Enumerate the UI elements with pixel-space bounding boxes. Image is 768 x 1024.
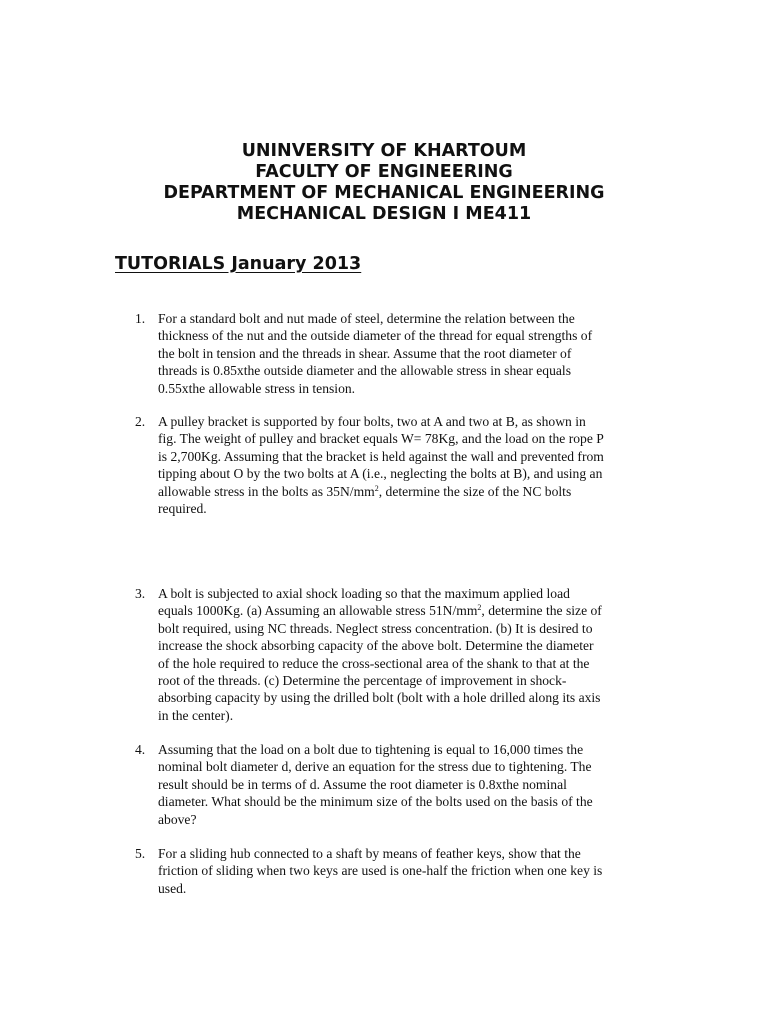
question-line: required.	[158, 501, 207, 517]
question-5	[130, 845, 660, 897]
question-line: threads is 0.85xthe outside diameter and the allowable stress in shear equals	[158, 363, 571, 379]
superscript: 2	[477, 603, 482, 613]
question-text	[158, 845, 660, 897]
question-number: 4.	[135, 742, 146, 757]
question-line: is 2,700Kg. Assuming that the bracket is held against the wall and prevented from	[158, 448, 604, 464]
question-line: friction of sliding when two keys are used is one-half the friction when one key is	[158, 863, 603, 879]
question-line: nominal bolt diameter d, derive an equation for the stress due to tightening. The	[158, 759, 592, 775]
department-name: DEPARTMENT OF MECHANICAL ENGINEERING	[163, 183, 605, 203]
question-line: A bolt is subjected to axial shock loading so that the maximum applied load	[158, 586, 570, 601]
question-line: A pulley bracket is supported by four bolts, two at A and two at B, as shown in	[158, 414, 586, 429]
question-2	[130, 413, 660, 517]
question-line: diameter. What should be the minimum size of the bolts used on the basis of the	[158, 794, 593, 810]
question-line: result should be in terms of d. Assume the root diameter is 0.8xthe nominal	[158, 776, 567, 792]
question-line: For a standard bolt and nut made of steel, determine the relation between the	[158, 311, 575, 326]
question-line: used.	[158, 880, 187, 896]
question-line: the bolt in tension and the threads in shear. Assume that the root diameter of	[158, 345, 572, 361]
question-text	[158, 741, 660, 828]
question-number: 3.	[135, 586, 146, 601]
course-title: MECHANICAL DESIGN I ME411	[236, 204, 532, 224]
question-line: bolt required, using NC threads. Neglect stress concentration. (b) It is desired to	[158, 620, 593, 636]
question-line: For a sliding hub connected to a shaft by means of feather keys, show that the	[158, 846, 581, 861]
question-line: thickness of the nut and the outside diameter of the thread for equal strengths of	[158, 328, 593, 344]
question-line: root of the threads. (c) Determine the percentage of improvement in shock-	[158, 673, 567, 689]
question-4	[130, 741, 660, 828]
question-number: 2.	[135, 414, 146, 429]
line-text: , determine the size of	[481, 603, 602, 619]
question-text	[158, 310, 660, 397]
question-number: 5.	[135, 846, 146, 861]
question-line	[158, 602, 660, 619]
line-text: allowable stress in the bolts as 35N/mm	[158, 483, 375, 499]
faculty-name: FACULTY OF ENGINEERING	[255, 162, 513, 182]
question-line: fig. The weight of pulley and bracket equals W= 78Kg, and the load on the rope P	[158, 431, 604, 447]
line-text: , determine the size of the NC bolts	[378, 483, 572, 499]
question-line: Assuming that the load on a bolt due to tightening is equal to 16,000 times the	[158, 742, 584, 757]
question-line: 0.55xthe allowable stress in tension.	[158, 380, 356, 396]
question-3	[130, 585, 660, 724]
question-text	[158, 413, 660, 517]
question-line: above?	[158, 811, 197, 827]
superscript: 2	[374, 483, 379, 493]
question-text	[158, 585, 660, 724]
tutorials-title: TUTORIALS January 2013	[115, 254, 362, 274]
document-header	[0, 141, 768, 225]
question-line: of the hole required to reduce the cross-sectional area of the shank to that at the	[158, 655, 590, 671]
line-text: equals 1000Kg. (a) Assuming an allowable stress 51N/mm	[158, 603, 478, 619]
question-number: 1.	[135, 311, 146, 326]
question-line: tipping about O by the two bolts at A (i.e., neglecting the bolts at B), and using an	[158, 466, 603, 482]
question-line	[158, 483, 660, 500]
question-1	[130, 310, 660, 397]
question-line: absorbing capacity by using the drilled bolt (bolt with a hole drilled along its axis	[158, 690, 601, 706]
question-line: increase the shock absorbing capacity of the above bolt. Determine the diameter	[158, 638, 594, 654]
question-line: in the center).	[158, 707, 234, 723]
university-name: UNINVERSITY OF KHARTOUM	[241, 141, 527, 161]
